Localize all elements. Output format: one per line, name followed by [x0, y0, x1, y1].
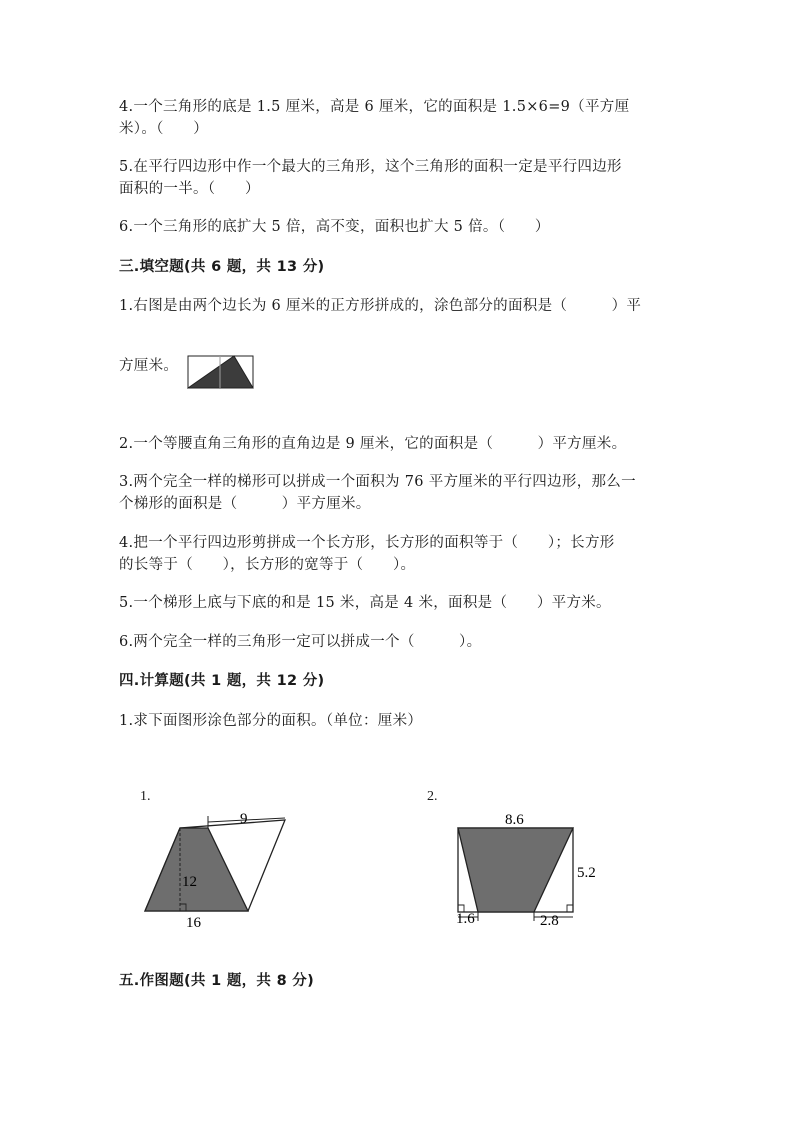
shaded-trapezoid [145, 828, 248, 911]
fill-q3-line1: 3.两个完全一样的梯形可以拼成一个面积为 76 平方厘米的平行四边形，那么一 [119, 474, 636, 490]
fill-q1-line2: 方厘米。 [119, 358, 179, 374]
base-label: 16 [186, 915, 201, 931]
left-label: 1.6 [456, 911, 475, 927]
fill-q4-line1: 4.把一个平行四边形剪拼成一个长方形，长方形的面积等于（ ）；长方形 [119, 535, 615, 551]
figure1-number: 1. [140, 789, 151, 804]
side-label: 5.2 [577, 865, 596, 881]
right-label: 2.8 [540, 913, 559, 929]
fill-q5: 5.一个梯形上底与下底的和是 15 米，高是 4 米，面积是（ ）平方米。 [119, 595, 611, 611]
fill-q4-line2: 的长等于（ ），长方形的宽等于（ ）。 [119, 557, 416, 573]
two-squares-figure [187, 355, 255, 389]
calc-q1: 1.求下面图形涂色部分的面积。（单位：厘米） [119, 713, 423, 729]
section3-heading: 三.填空题(共 6 题，共 13 分) [119, 259, 325, 275]
figure2-rectangle [450, 808, 610, 933]
top-label: 8.6 [505, 812, 524, 828]
fill-q6: 6.两个完全一样的三角形一定可以拼成一个（ ）。 [119, 634, 482, 650]
fill-q3-line2: 个梯形的面积是（ ）平方厘米。 [119, 496, 371, 512]
figure1-parallelogram [140, 808, 290, 933]
fill-q1-line1: 1.右图是由两个边长为 6 厘米的正方形拼成的，涂色部分的面积是（ ）平 [119, 298, 642, 314]
figure2-number: 2. [427, 789, 438, 804]
height-label: 12 [182, 874, 197, 890]
tf-q5-line2: 面积的一半。（ ） [119, 181, 260, 197]
tf-q5-line1: 5.在平行四边形中作一个最大的三角形，这个三角形的面积一定是平行四边形 [119, 159, 622, 175]
right-angle-right [567, 905, 573, 912]
fill-q2: 2.一个等腰直角三角形的直角边是 9 厘米，它的面积是（ ）平方厘米。 [119, 436, 627, 452]
top-label: 9 [240, 811, 248, 827]
section4-heading: 四.计算题(共 1 题，共 12 分) [119, 673, 325, 689]
tf-q6-line1: 6.一个三角形的底扩大 5 倍，高不变，面积也扩大 5 倍。（ ） [119, 219, 550, 235]
tf-q4-line2: 米）。（ ） [119, 121, 209, 137]
tf-q4-line1: 4.一个三角形的底是 1.5 厘米，高是 6 厘米，它的面积是 1.5×6=9（平方厘 [119, 99, 630, 115]
shaded-trapezoid [458, 828, 573, 912]
section5-heading: 五.作图题(共 1 题，共 8 分) [119, 973, 315, 989]
